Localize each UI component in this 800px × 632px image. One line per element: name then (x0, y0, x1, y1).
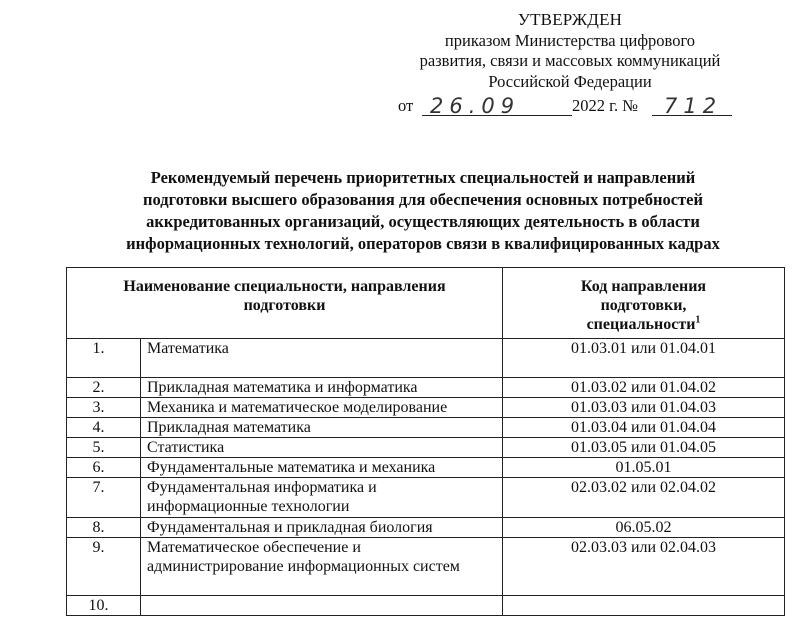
row-number: 6. (67, 458, 141, 478)
row-number: 8. (67, 518, 141, 538)
specialties-table (66, 267, 785, 616)
row-code: 01.03.03 или 01.04.03 (503, 398, 785, 418)
table-row (67, 596, 785, 616)
approval-header: УТВЕРЖДЕН (517, 10, 623, 29)
row-name: Статистика (141, 438, 503, 458)
row-name: Фундаментальные математика и механика (141, 458, 503, 478)
table-row (67, 438, 785, 458)
row-number: 4. (67, 418, 141, 438)
row-code: 01.03.01 или 01.04.01 (503, 339, 785, 378)
title-line-4: информационных технологий, операторов связи в квалифицированных кадрах (126, 234, 720, 253)
title-line-1: Рекомендуемый перечень приоритетных специальностей и направлений (150, 168, 696, 187)
row-code: 01.03.04 или 01.04.04 (503, 418, 785, 438)
row-name (141, 596, 503, 616)
row-number: 5. (67, 438, 141, 458)
table-row (67, 458, 785, 478)
handwritten-date: 26.09 (430, 93, 521, 118)
row-name: Фундаментальная и прикладная биология (141, 518, 503, 538)
table-header-row (67, 268, 785, 339)
order-prefix: от (398, 95, 414, 115)
document-title (60, 167, 786, 255)
row-code: 01.03.02 или 01.04.02 (503, 378, 785, 398)
header-name-column: Наименование специальности, направления подготовки (67, 268, 503, 339)
row-name: Прикладная математика (141, 418, 503, 438)
row-name: Фундаментальная информатика и информационные технологии (141, 478, 503, 518)
row-name: Механика и математическое моделирование (141, 398, 503, 418)
row-number: 7. (67, 478, 141, 518)
approval-line-1: приказом Министерства цифрового (444, 30, 696, 50)
table-row (67, 518, 785, 538)
approval-line-3: Российской Федерации (488, 71, 652, 91)
footnote-marker: 1 (695, 314, 701, 326)
header-code-label: Код направления подготовки, специальности (580, 278, 707, 333)
row-name: Математическое обеспечение и администрирование информационных систем (141, 538, 503, 596)
approval-block (380, 10, 760, 120)
table-row (67, 478, 785, 518)
row-code: 01.05.01 (503, 458, 785, 478)
row-name: Прикладная математика и информатика (141, 378, 503, 398)
row-code: 02.03.02 или 02.04.02 (503, 478, 785, 518)
approval-line-2: развития, связи и массовых коммуникаций (419, 51, 721, 70)
table-row (67, 418, 785, 438)
title-line-3: аккредитованных организаций, осуществляющих деятельность в области (146, 212, 700, 231)
order-year-number-label: 2022 г. № (572, 95, 639, 115)
row-number: 10. (67, 596, 141, 616)
row-number: 9. (67, 538, 141, 596)
row-name: Математика (141, 339, 503, 378)
title-line-2: подготовки высшего образования для обеспечения основных потребностей (143, 190, 703, 209)
row-number: 3. (67, 398, 141, 418)
table-row (67, 538, 785, 596)
table-row (67, 378, 785, 398)
row-code (503, 596, 785, 616)
table-row (67, 339, 785, 378)
row-code: 01.03.05 или 01.04.05 (503, 438, 785, 458)
handwritten-order-number: 712 (664, 93, 723, 118)
row-number: 2. (67, 378, 141, 398)
header-code-column (503, 268, 785, 339)
table-row (67, 398, 785, 418)
order-date-number-line (380, 94, 760, 120)
row-code: 06.05.02 (503, 518, 785, 538)
row-number: 1. (67, 339, 141, 378)
row-code: 02.03.03 или 02.04.03 (503, 538, 785, 596)
